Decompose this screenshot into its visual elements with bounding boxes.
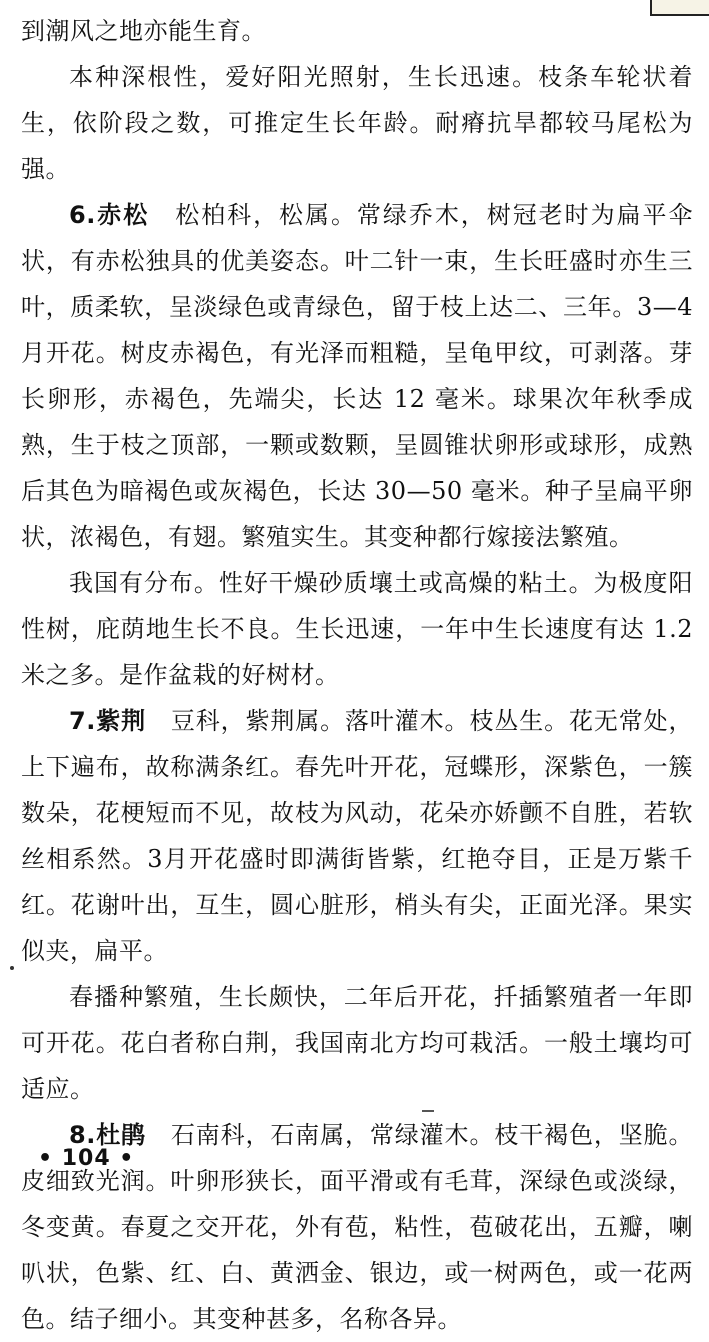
scan-speck — [10, 966, 14, 970]
continuation-line: 到潮风之地亦能生育。 — [21, 17, 266, 45]
pine-growth-paragraph: 本种深根性，爱好阳光照射，生长迅速。枝条车轮状着生，依阶段之数，可推定生长年龄。耐瘠抗旱都较马尾松为强。 — [21, 63, 693, 183]
entry-heading: 7.紫荆 — [69, 707, 146, 735]
entry-red-pine — [21, 192, 693, 560]
entry-redbud-followup: 春播种繁殖，生长颇快，二年后开花，扦插繁殖者一年即可开花。花白者称白荆，我国南北方均可栽活。一般土壤均可适应。 — [21, 983, 693, 1103]
entry-body: 松柏科，松属。常绿乔木，树冠老时为扁平伞状，有赤松独具的优美姿态。叶二针一束，生长旺盛时亦生三叶，质柔软，呈淡绿色或青绿色，留于枝上达二、三年。3—4月开花。树皮赤褐色，有光泽而粗糙，呈龟甲纹，可剥落。芽长卵形，赤褐色，先端尖，长达 12 毫米。球果次年秋季成熟，生于枝之顶部，一颗或数颗，呈圆锥状卵形或球形，成熟后其色为暗褐色或灰褐色，长达 30—50 毫米。种子呈扁平卵状，浓褐色，有翅。繁殖实生。其变种都行嫁接法繁殖。 — [21, 201, 694, 551]
entry-body: 豆科，紫荆属。落叶灌木。枝丛生。花无常处，上下遍布，故称满条红。春先叶开花，冠蝶形，深紫色，一簇数朵，花梗短而不见，故枝为风动，花朵亦娇颤不自胜，若软丝相系然。3月开花盛时即满街皆紫，红艳夺目，正是万紫千红。花谢叶出，互生，圆心脏形，梢头有尖，正面光泽。果实似夹，扁平。 — [21, 707, 694, 965]
entry-body: 石南科，石南属，常绿灌木。枝干褐色，坚脆。皮细致光润。叶卵形狭长，面平滑或有毛茸，深绿色或淡绿，冬变黄。春夏之交开花，外有苞，粘性，苞破花出，五瓣，喇叭状，色紫、红、白、黄洒金、银边，或一树两色，或一花两色。结子细小。其变种甚多，名称各异。 — [21, 1121, 694, 1333]
book-page — [21, 8, 693, 1342]
entry-heading: 8.杜鹃 — [69, 1121, 146, 1149]
entry-red-pine-followup: 我国有分布。性好干燥砂质壤土或高燥的粘土。为极度阳性树，庇荫地生长不良。生长迅速，一年中生长速度有达 1.2 米之多。是作盆栽的好树材。 — [21, 569, 693, 689]
scan-speck — [422, 1110, 434, 1112]
page-number: • 104 • — [38, 1146, 135, 1171]
entry-heading: 6.赤松 — [69, 201, 150, 229]
entry-redbud — [21, 698, 693, 974]
